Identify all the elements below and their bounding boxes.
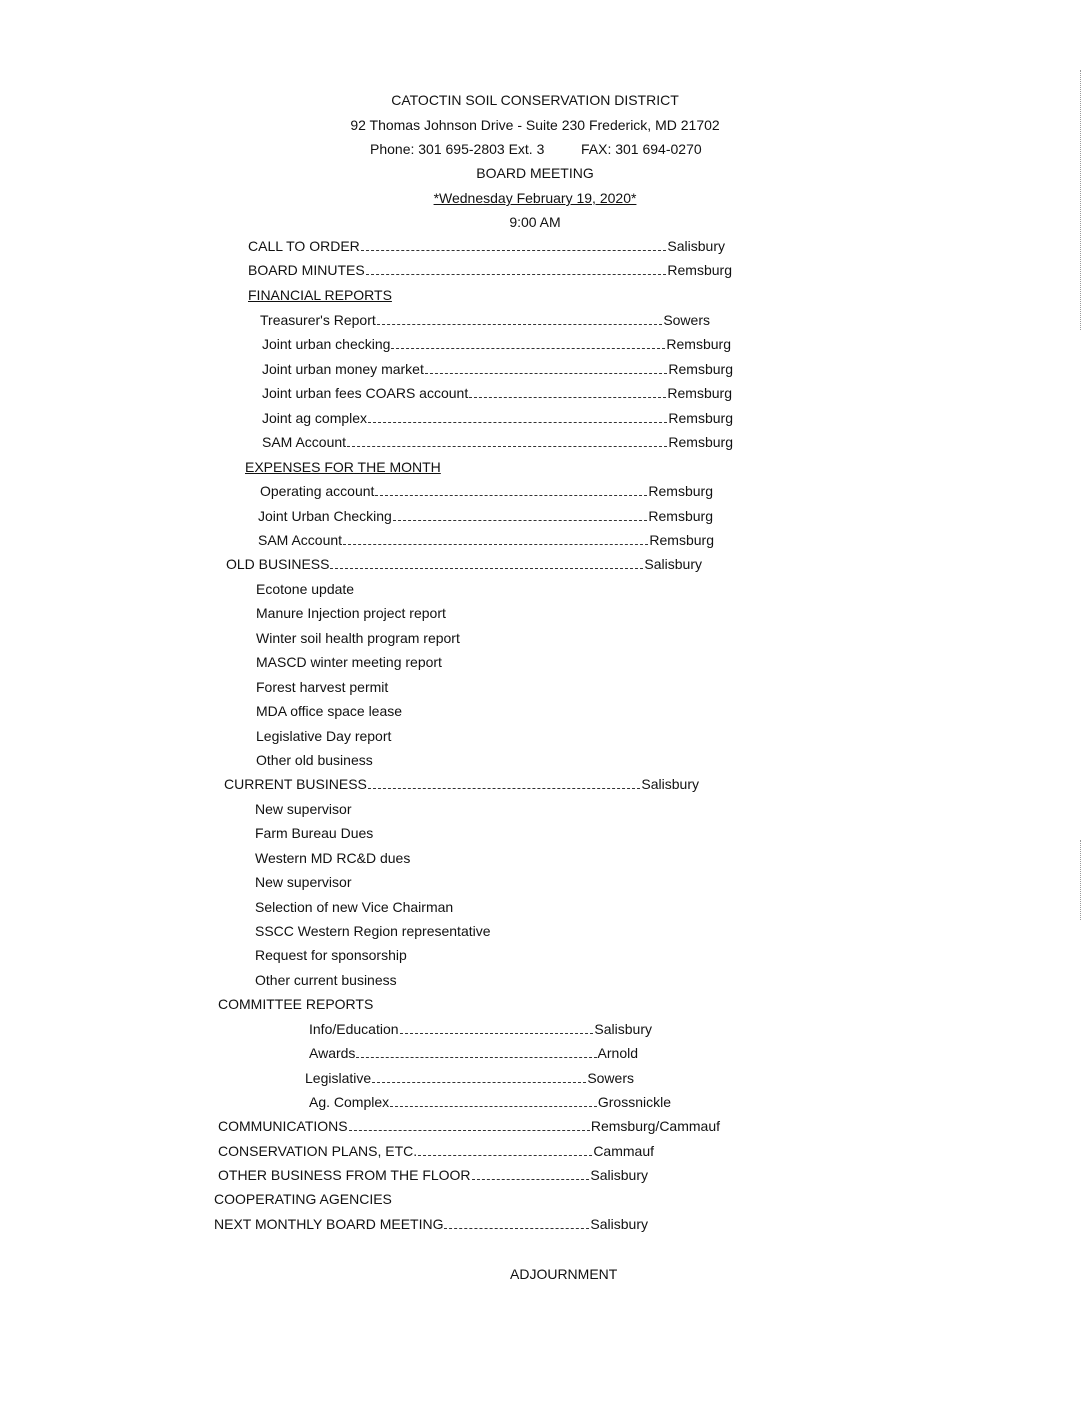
meeting-title: BOARD MEETING (476, 165, 594, 181)
leader-dots (393, 520, 648, 521)
fax-number: FAX: 301 694-0270 (581, 141, 702, 157)
agenda-presenter: Remsburg (667, 262, 732, 278)
organization-address: 92 Thomas Johnson Drive - Suite 230 Frederick, MD 21702 (350, 117, 720, 133)
current-business-item: Farm Bureau Dues (255, 825, 374, 841)
current-business-item: Western MD RC&D dues (255, 850, 411, 866)
agenda-label: Legislative (305, 1070, 372, 1086)
agenda-label: Joint urban checking (262, 336, 391, 352)
expenses-heading: EXPENSES FOR THE MONTH (245, 459, 441, 475)
agenda-label: CONSERVATION PLANS, ETC. (218, 1143, 418, 1159)
leader-dots (361, 250, 667, 251)
agenda-label: Treasurer's Report (260, 312, 376, 328)
committee-item (309, 1021, 652, 1039)
old-business-item: Winter soil health program report (256, 630, 460, 646)
leader-dots (349, 1130, 590, 1131)
current-business-item: Selection of new Vice Chairman (255, 899, 454, 915)
agenda-presenter: Salisbury (590, 1167, 648, 1183)
leader-dots (366, 274, 667, 275)
current-business-item: SSCC Western Region representative (255, 923, 491, 939)
cooperating-agencies-heading: COOPERATING AGENCIES (214, 1191, 392, 1207)
committee-reports-heading: COMMITTEE REPORTS (218, 996, 374, 1012)
agenda-label: Info/Education (309, 1021, 399, 1037)
leader-dots (368, 788, 641, 789)
agenda-presenter: Grossnickle (597, 1094, 671, 1110)
organization-name: CATOCTIN SOIL CONSERVATION DISTRICT (391, 92, 679, 108)
agenda-line-other-business (218, 1167, 648, 1185)
agenda-presenter: Remsburg (648, 483, 713, 499)
agenda-label: SAM Account (258, 532, 343, 548)
agenda-label: Joint ag complex (262, 410, 368, 426)
financial-item (262, 361, 733, 379)
agenda-presenter: Salisbury (594, 1021, 652, 1037)
agenda-line-old-business (226, 556, 702, 574)
agenda-line-conservation-plans (218, 1143, 654, 1161)
leader-dots (377, 324, 663, 325)
agenda-label: OTHER BUSINESS FROM THE FLOOR (218, 1167, 471, 1183)
agenda-presenter: Salisbury (590, 1216, 648, 1232)
agenda-label: CURRENT BUSINESS (224, 776, 367, 792)
current-business-item: Other current business (255, 972, 397, 988)
agenda-presenter: Salisbury (644, 556, 702, 572)
agenda-label: BOARD MINUTES (248, 262, 365, 278)
leader-dots (400, 1033, 594, 1034)
agenda-line-call-to-order (248, 238, 725, 256)
agenda-presenter: Remsburg (649, 532, 714, 548)
meeting-time: 9:00 AM (509, 214, 561, 230)
leader-dots (444, 1228, 589, 1229)
adjournment-label: ADJOURNMENT (510, 1266, 618, 1282)
committee-item (305, 1070, 634, 1088)
agenda-label: Operating account (260, 483, 375, 499)
agenda-label: Joint Urban Checking (258, 508, 392, 524)
agenda-label: OLD BUSINESS (226, 556, 330, 572)
agenda-presenter: Sowers (587, 1070, 634, 1086)
agenda-presenter: Cammauf (593, 1143, 654, 1159)
old-business-item: Other old business (256, 752, 373, 768)
leader-dots (425, 373, 668, 374)
agenda-presenter: Remsburg (668, 361, 733, 377)
leader-dots (372, 1082, 586, 1083)
leader-dots (469, 397, 666, 398)
leader-dots (390, 1106, 597, 1107)
old-business-item: MASCD winter meeting report (256, 654, 442, 670)
expense-item (258, 508, 713, 526)
expense-item (260, 483, 713, 501)
committee-item (309, 1045, 638, 1063)
leader-dots (330, 568, 643, 569)
leader-dots (347, 446, 667, 447)
agenda-presenter: Salisbury (641, 776, 699, 792)
old-business-item: Manure Injection project report (256, 605, 446, 621)
leader-dots (375, 495, 647, 496)
agenda-presenter: Remsburg (648, 508, 713, 524)
agenda-label: Ag. Complex (309, 1094, 390, 1110)
leader-dots (391, 348, 665, 349)
financial-reports-heading: FINANCIAL REPORTS (248, 287, 392, 303)
agenda-label: Joint urban fees COARS account (262, 385, 469, 401)
scan-edge-mark (1080, 70, 1081, 330)
leader-dots (472, 1179, 590, 1180)
current-business-item: New supervisor (255, 801, 352, 817)
leader-dots (368, 422, 667, 423)
agenda-label: Joint urban money market (262, 361, 424, 377)
agenda-line-communications (218, 1118, 720, 1136)
agenda-presenter: Salisbury (667, 238, 725, 254)
leader-dots (343, 544, 648, 545)
agenda-label: CALL TO ORDER (248, 238, 360, 254)
financial-item (262, 434, 733, 452)
agenda-line-next-meeting (214, 1216, 648, 1234)
agenda-label: Awards (309, 1045, 356, 1061)
agenda-line-board-minutes (248, 262, 732, 280)
phone-number: Phone: 301 695-2803 Ext. 3 (370, 141, 545, 157)
agenda-presenter: Arnold (597, 1045, 638, 1061)
agenda-label: NEXT MONTHLY BOARD MEETING (214, 1216, 444, 1232)
financial-item (262, 410, 733, 428)
financial-item (260, 312, 710, 330)
expense-item (258, 532, 714, 550)
leader-dots (356, 1057, 596, 1058)
agenda-presenter: Remsburg (668, 434, 733, 450)
financial-item (262, 336, 731, 354)
financial-item (262, 385, 732, 403)
agenda-presenter: Remsburg (666, 336, 731, 352)
current-business-item: New supervisor (255, 874, 352, 890)
agenda-presenter: Sowers (663, 312, 710, 328)
scan-edge-mark (1080, 840, 1081, 920)
agenda-presenter: Remsburg/Cammauf (590, 1118, 720, 1134)
old-business-item: Legislative Day report (256, 728, 392, 744)
agenda-label: COMMUNICATIONS (218, 1118, 348, 1134)
current-business-item: Request for sponsorship (255, 947, 407, 963)
agenda-label: SAM Account (262, 434, 347, 450)
committee-item (309, 1094, 671, 1112)
leader-dots (418, 1155, 592, 1156)
contact-line (370, 141, 710, 157)
meeting-date: *Wednesday February 19, 2020* (433, 190, 637, 206)
old-business-item: Ecotone update (256, 581, 355, 597)
agenda-line-current-business (224, 776, 699, 794)
agenda-presenter: Remsburg (667, 385, 732, 401)
agenda-presenter: Remsburg (668, 410, 733, 426)
old-business-item: Forest harvest permit (256, 679, 389, 695)
old-business-item: MDA office space lease (256, 703, 403, 719)
